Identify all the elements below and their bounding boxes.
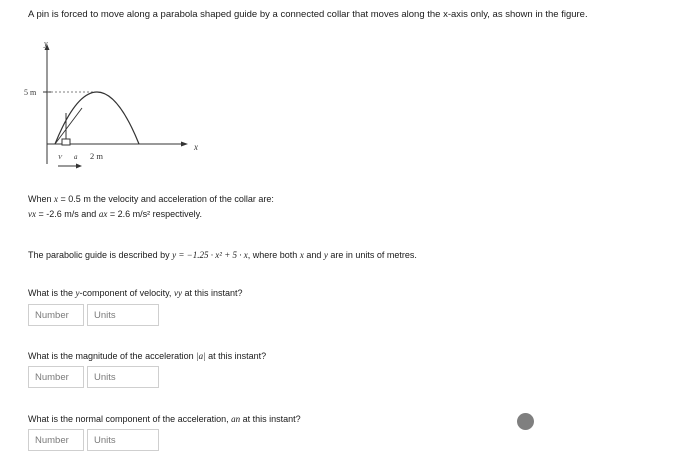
motion-arrow-icon	[76, 164, 82, 169]
question-text: at this instant?	[208, 351, 267, 361]
units-input[interactable]: Units	[87, 429, 159, 451]
status-dot-icon	[517, 413, 534, 430]
question-3	[28, 414, 301, 424]
collar	[62, 139, 70, 145]
math-y: y	[75, 288, 80, 298]
guide-text: The parabolic guide is described by	[28, 250, 170, 260]
question-text: What is the magnitude of the acceleration	[28, 351, 194, 361]
math-y: y	[323, 250, 328, 260]
math-ax: ax	[98, 209, 108, 219]
number-input[interactable]: Number	[28, 366, 84, 388]
v-label: V	[58, 154, 62, 161]
math-vy: vy	[173, 288, 182, 298]
question-text: What is the normal component of the acceleration,	[28, 414, 229, 424]
given-line-2	[28, 209, 202, 219]
given-text: = 0.5 m the velocity and acceleration of the collar are:	[60, 194, 274, 204]
math-x: x	[299, 250, 304, 260]
guide-equation: y = −1.25 · x² + 5 · x	[172, 250, 248, 260]
guide-description	[28, 250, 417, 260]
answer-row-3	[28, 429, 159, 451]
a-label: a	[74, 153, 78, 161]
parabola-figure	[22, 40, 222, 175]
parabola-diagram	[22, 40, 222, 175]
math-vx: vx	[28, 209, 36, 219]
width-label: 2 m	[90, 151, 103, 161]
math-an: an	[231, 414, 241, 424]
question-1	[28, 288, 243, 298]
number-input[interactable]: Number	[28, 429, 84, 451]
y-axis-label: y	[44, 40, 48, 48]
question-2	[28, 351, 266, 361]
guide-text: are in units of metres.	[330, 250, 417, 260]
guide-text: , where both	[247, 250, 298, 260]
x-axis-arrow-icon	[181, 142, 188, 147]
units-input[interactable]: Units	[87, 304, 159, 326]
math-x: x	[54, 194, 59, 204]
question-text: at this instant?	[184, 288, 243, 298]
given-text: = -2.6 m/s and	[38, 209, 97, 219]
answer-row-1	[28, 304, 159, 326]
answer-row-2	[28, 366, 159, 388]
given-text: = 2.6 m/s² respectively.	[109, 209, 202, 219]
given-text: When	[28, 194, 52, 204]
math-abs-a: |a|	[196, 351, 206, 361]
question-text: at this instant?	[242, 414, 301, 424]
height-label: 5 m	[24, 88, 37, 97]
parabola-curve	[55, 92, 139, 144]
units-input[interactable]: Units	[87, 366, 159, 388]
x-axis-label: x	[194, 142, 198, 152]
problem-intro: A pin is forced to move along a parabola shaped guide by a connected collar that moves along the x-axis only, as shown in the figure.	[28, 9, 588, 20]
question-text: What is the	[28, 288, 74, 298]
guide-text: and	[306, 250, 322, 260]
question-text: -component of velocity,	[79, 288, 172, 298]
given-line-1	[28, 194, 274, 204]
number-input[interactable]: Number	[28, 304, 84, 326]
